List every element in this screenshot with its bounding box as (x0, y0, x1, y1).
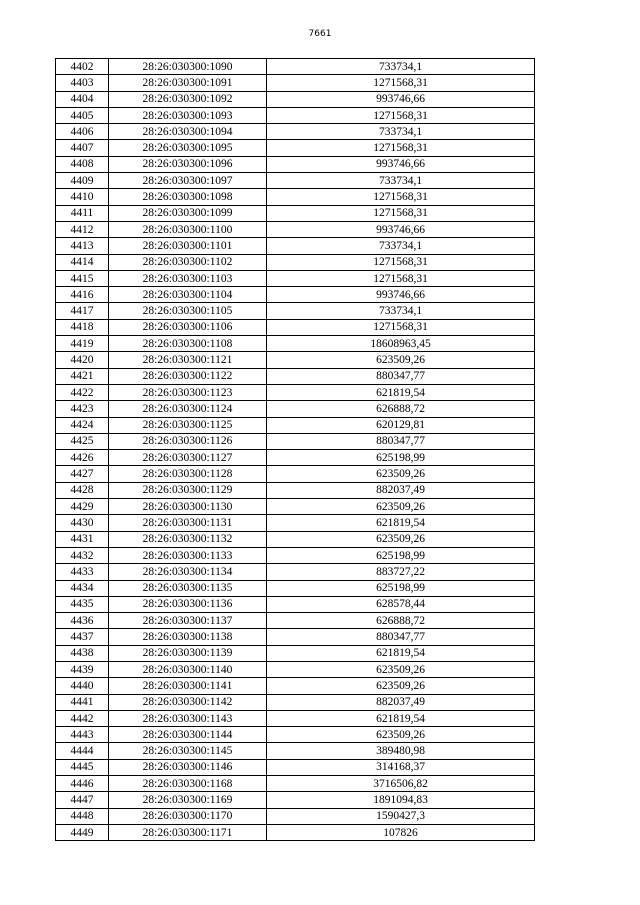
row-number-cell: 4425 (56, 433, 109, 449)
row-number-cell: 4436 (56, 613, 109, 629)
row-number-cell: 4441 (56, 694, 109, 710)
row-number-cell: 4442 (56, 710, 109, 726)
cadastral-number-cell: 28:26:030300:1091 (109, 75, 267, 91)
cadastral-number-cell: 28:26:030300:1123 (109, 384, 267, 400)
cadastral-number-cell: 28:26:030300:1136 (109, 596, 267, 612)
row-number-cell: 4448 (56, 808, 109, 824)
cadastral-number-cell: 28:26:030300:1139 (109, 645, 267, 661)
row-number-cell: 4407 (56, 140, 109, 156)
table-row (56, 352, 535, 368)
cadastral-value-cell: 623509,26 (267, 727, 535, 743)
cadastral-value-cell: 1271568,31 (267, 205, 535, 221)
row-number-cell: 4410 (56, 189, 109, 205)
table-row (56, 776, 535, 792)
cadastral-number-cell: 28:26:030300:1090 (109, 59, 267, 75)
cadastral-number-cell: 28:26:030300:1102 (109, 254, 267, 270)
table-row (56, 482, 535, 498)
cadastral-value-cell: 1271568,31 (267, 140, 535, 156)
row-number-cell: 4446 (56, 776, 109, 792)
cadastral-number-cell: 28:26:030300:1095 (109, 140, 267, 156)
row-number-cell: 4422 (56, 384, 109, 400)
cadastral-value-cell: 625198,99 (267, 450, 535, 466)
row-number-cell: 4414 (56, 254, 109, 270)
table-row (56, 270, 535, 286)
table-row (56, 189, 535, 205)
cadastral-number-cell: 28:26:030300:1131 (109, 515, 267, 531)
row-number-cell: 4443 (56, 727, 109, 743)
row-number-cell: 4406 (56, 124, 109, 140)
cadastral-number-cell: 28:26:030300:1130 (109, 499, 267, 515)
cadastral-number-cell: 28:26:030300:1093 (109, 107, 267, 123)
cadastral-value-cell: 1590427,3 (267, 808, 535, 824)
table-row (56, 661, 535, 677)
table-row (56, 580, 535, 596)
cadastral-value-cell: 880347,77 (267, 433, 535, 449)
table-row (56, 759, 535, 775)
cadastral-number-cell: 28:26:030300:1125 (109, 417, 267, 433)
table-row (56, 499, 535, 515)
table-row (56, 564, 535, 580)
cadastral-number-cell: 28:26:030300:1103 (109, 270, 267, 286)
cadastral-number-cell: 28:26:030300:1101 (109, 238, 267, 254)
row-number-cell: 4438 (56, 645, 109, 661)
cadastral-value-cell: 993746,66 (267, 91, 535, 107)
cadastral-value-cell: 880347,77 (267, 629, 535, 645)
row-number-cell: 4405 (56, 107, 109, 123)
cadastral-value-cell: 1271568,31 (267, 270, 535, 286)
table-row (56, 221, 535, 237)
table-row (56, 417, 535, 433)
table-row (56, 303, 535, 319)
table-row (56, 433, 535, 449)
row-number-cell: 4431 (56, 531, 109, 547)
table-row (56, 124, 535, 140)
cadastral-number-cell: 28:26:030300:1145 (109, 743, 267, 759)
cadastral-value-cell: 623509,26 (267, 466, 535, 482)
row-number-cell: 4403 (56, 75, 109, 91)
cadastral-value-cell: 620129,81 (267, 417, 535, 433)
cadastral-value-cell: 623509,26 (267, 499, 535, 515)
table-row (56, 743, 535, 759)
row-number-cell: 4408 (56, 156, 109, 172)
table-row (56, 515, 535, 531)
table-row (56, 596, 535, 612)
row-number-cell: 4424 (56, 417, 109, 433)
cadastral-number-cell: 28:26:030300:1171 (109, 824, 267, 840)
table-row (56, 808, 535, 824)
table-row (56, 107, 535, 123)
row-number-cell: 4416 (56, 287, 109, 303)
cadastral-value-cell: 1891094,83 (267, 792, 535, 808)
table-row (56, 629, 535, 645)
cadastral-value-cell: 882037,49 (267, 694, 535, 710)
table-row (56, 75, 535, 91)
cadastral-value-cell: 733734,1 (267, 124, 535, 140)
cadastral-number-cell: 28:26:030300:1134 (109, 564, 267, 580)
cadastral-value-cell: 3716506,82 (267, 776, 535, 792)
cadastral-number-cell: 28:26:030300:1097 (109, 173, 267, 189)
row-number-cell: 4413 (56, 238, 109, 254)
cadastral-value-cell: 1271568,31 (267, 107, 535, 123)
cadastral-value-table (55, 58, 535, 841)
table-row (56, 678, 535, 694)
cadastral-number-cell: 28:26:030300:1168 (109, 776, 267, 792)
cadastral-value-cell: 626888,72 (267, 401, 535, 417)
table-row (56, 91, 535, 107)
table-row (56, 59, 535, 75)
cadastral-number-cell: 28:26:030300:1137 (109, 613, 267, 629)
row-number-cell: 4440 (56, 678, 109, 694)
cadastral-value-cell: 625198,99 (267, 547, 535, 563)
row-number-cell: 4432 (56, 547, 109, 563)
cadastral-number-cell: 28:26:030300:1126 (109, 433, 267, 449)
cadastral-value-cell: 314168,37 (267, 759, 535, 775)
table-row (56, 450, 535, 466)
table-row (56, 727, 535, 743)
table-body (56, 59, 535, 841)
cadastral-number-cell: 28:26:030300:1135 (109, 580, 267, 596)
row-number-cell: 4402 (56, 59, 109, 75)
cadastral-value-cell: 880347,77 (267, 368, 535, 384)
cadastral-number-cell: 28:26:030300:1138 (109, 629, 267, 645)
table-row (56, 140, 535, 156)
cadastral-number-cell: 28:26:030300:1098 (109, 189, 267, 205)
cadastral-number-cell: 28:26:030300:1108 (109, 336, 267, 352)
row-number-cell: 4449 (56, 824, 109, 840)
cadastral-value-cell: 882037,49 (267, 482, 535, 498)
row-number-cell: 4412 (56, 221, 109, 237)
table-row (56, 173, 535, 189)
row-number-cell: 4429 (56, 499, 109, 515)
row-number-cell: 4415 (56, 270, 109, 286)
row-number-cell: 4445 (56, 759, 109, 775)
table-row (56, 531, 535, 547)
cadastral-value-cell: 621819,54 (267, 710, 535, 726)
cadastral-value-cell: 626888,72 (267, 613, 535, 629)
cadastral-value-cell: 993746,66 (267, 287, 535, 303)
cadastral-value-cell: 623509,26 (267, 531, 535, 547)
table-row (56, 645, 535, 661)
row-number-cell: 4404 (56, 91, 109, 107)
row-number-cell: 4411 (56, 205, 109, 221)
cadastral-value-cell: 883727,22 (267, 564, 535, 580)
cadastral-number-cell: 28:26:030300:1124 (109, 401, 267, 417)
row-number-cell: 4430 (56, 515, 109, 531)
cadastral-number-cell: 28:26:030300:1128 (109, 466, 267, 482)
row-number-cell: 4420 (56, 352, 109, 368)
table-row (56, 156, 535, 172)
row-number-cell: 4439 (56, 661, 109, 677)
table-row (56, 384, 535, 400)
cadastral-value-cell: 1271568,31 (267, 319, 535, 335)
cadastral-number-cell: 28:26:030300:1094 (109, 124, 267, 140)
cadastral-value-cell: 107826 (267, 824, 535, 840)
cadastral-number-cell: 28:26:030300:1121 (109, 352, 267, 368)
cadastral-number-cell: 28:26:030300:1169 (109, 792, 267, 808)
cadastral-number-cell: 28:26:030300:1142 (109, 694, 267, 710)
table-row (56, 254, 535, 270)
cadastral-number-cell: 28:26:030300:1105 (109, 303, 267, 319)
cadastral-number-cell: 28:26:030300:1092 (109, 91, 267, 107)
cadastral-number-cell: 28:26:030300:1096 (109, 156, 267, 172)
cadastral-number-cell: 28:26:030300:1170 (109, 808, 267, 824)
table-row (56, 319, 535, 335)
cadastral-value-cell: 1271568,31 (267, 189, 535, 205)
table-row (56, 205, 535, 221)
cadastral-value-cell: 733734,1 (267, 59, 535, 75)
row-number-cell: 4428 (56, 482, 109, 498)
cadastral-value-cell: 621819,54 (267, 515, 535, 531)
row-number-cell: 4421 (56, 368, 109, 384)
cadastral-value-cell: 993746,66 (267, 221, 535, 237)
table-row (56, 287, 535, 303)
row-number-cell: 4447 (56, 792, 109, 808)
cadastral-number-cell: 28:26:030300:1132 (109, 531, 267, 547)
cadastral-number-cell: 28:26:030300:1100 (109, 221, 267, 237)
cadastral-value-cell: 733734,1 (267, 173, 535, 189)
cadastral-number-cell: 28:26:030300:1099 (109, 205, 267, 221)
page-number: 7661 (308, 29, 332, 39)
cadastral-number-cell: 28:26:030300:1106 (109, 319, 267, 335)
table-row (56, 466, 535, 482)
cadastral-value-cell: 733734,1 (267, 238, 535, 254)
cadastral-value-cell: 389480,98 (267, 743, 535, 759)
table-row (56, 792, 535, 808)
cadastral-value-cell: 625198,99 (267, 580, 535, 596)
cadastral-value-cell: 623509,26 (267, 661, 535, 677)
table-row (56, 238, 535, 254)
row-number-cell: 4419 (56, 336, 109, 352)
row-number-cell: 4417 (56, 303, 109, 319)
row-number-cell: 4409 (56, 173, 109, 189)
cadastral-value-cell: 993746,66 (267, 156, 535, 172)
cadastral-value-cell: 621819,54 (267, 384, 535, 400)
row-number-cell: 4433 (56, 564, 109, 580)
row-number-cell: 4434 (56, 580, 109, 596)
row-number-cell: 4418 (56, 319, 109, 335)
table-row (56, 547, 535, 563)
cadastral-value-cell: 18608963,45 (267, 336, 535, 352)
cadastral-number-cell: 28:26:030300:1140 (109, 661, 267, 677)
cadastral-value-cell: 623509,26 (267, 678, 535, 694)
cadastral-value-cell: 1271568,31 (267, 75, 535, 91)
table-row (56, 368, 535, 384)
cadastral-value-cell: 628578,44 (267, 596, 535, 612)
table-row (56, 694, 535, 710)
row-number-cell: 4435 (56, 596, 109, 612)
table-row (56, 613, 535, 629)
table-row (56, 824, 535, 840)
cadastral-value-cell: 621819,54 (267, 645, 535, 661)
row-number-cell: 4444 (56, 743, 109, 759)
row-number-cell: 4426 (56, 450, 109, 466)
table-row (56, 401, 535, 417)
table-row (56, 710, 535, 726)
cadastral-number-cell: 28:26:030300:1146 (109, 759, 267, 775)
cadastral-number-cell: 28:26:030300:1122 (109, 368, 267, 384)
cadastral-number-cell: 28:26:030300:1141 (109, 678, 267, 694)
row-number-cell: 4427 (56, 466, 109, 482)
cadastral-value-cell: 623509,26 (267, 352, 535, 368)
cadastral-number-cell: 28:26:030300:1133 (109, 547, 267, 563)
row-number-cell: 4423 (56, 401, 109, 417)
cadastral-number-cell: 28:26:030300:1104 (109, 287, 267, 303)
cadastral-number-cell: 28:26:030300:1127 (109, 450, 267, 466)
cadastral-number-cell: 28:26:030300:1144 (109, 727, 267, 743)
row-number-cell: 4437 (56, 629, 109, 645)
table-row (56, 336, 535, 352)
cadastral-number-cell: 28:26:030300:1129 (109, 482, 267, 498)
cadastral-value-cell: 733734,1 (267, 303, 535, 319)
cadastral-number-cell: 28:26:030300:1143 (109, 710, 267, 726)
cadastral-value-cell: 1271568,31 (267, 254, 535, 270)
